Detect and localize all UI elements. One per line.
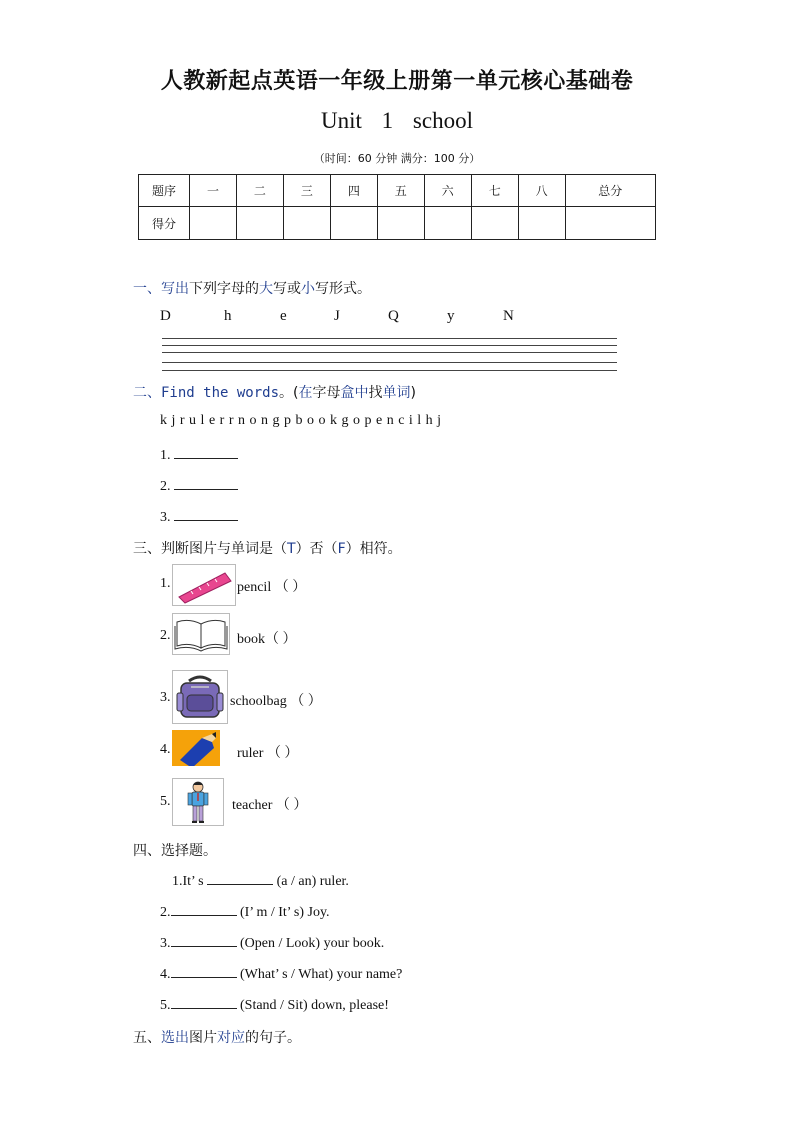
section2-text: 单词 [382, 385, 411, 401]
pencil-icon [172, 730, 220, 766]
word: ruler [237, 746, 264, 761]
section2-text: 找 [368, 385, 383, 401]
item-number: 3. [160, 510, 171, 525]
section5-text: 对应 [217, 1030, 245, 1046]
section1-heading [133, 278, 371, 298]
score-cell: 题序 [139, 175, 190, 207]
item-number: 3. [160, 690, 171, 705]
writing-line[interactable] [162, 352, 617, 353]
writing-line[interactable] [162, 345, 617, 346]
question-text: 5. [160, 998, 171, 1013]
score-table-header-row [139, 175, 656, 207]
answer-blank[interactable] [174, 446, 238, 459]
letter-list [160, 308, 514, 325]
word-label [237, 628, 297, 648]
section4-heading: 四、选择题。 [133, 843, 217, 859]
section3-num: 三、 [133, 541, 161, 557]
score-cell: 一 [190, 175, 237, 207]
score-input-cell[interactable] [236, 207, 283, 240]
page-title: 人教新起点英语一年级上册第一单元核心基础卷 [160, 69, 634, 94]
score-input-cell[interactable] [424, 207, 471, 240]
section5-text: 选出 [161, 1030, 189, 1046]
section2-text: 。( [279, 385, 299, 401]
ruler-image [172, 564, 236, 606]
section1-text: 写或 [273, 281, 301, 297]
score-cell: 八 [518, 175, 565, 207]
word-label [237, 742, 298, 762]
word: teacher [232, 798, 273, 813]
answer-paren[interactable]: （ ） [265, 632, 297, 647]
schoolbag-icon [173, 671, 227, 723]
score-cell: 二 [236, 175, 283, 207]
section1-text: 写 [161, 281, 175, 297]
question-text: 1.It’ s [172, 874, 208, 889]
score-cell: 三 [283, 175, 330, 207]
section2-heading-en: Find the words [161, 385, 280, 401]
question-text: 4. [160, 967, 171, 982]
item-number: 2. [160, 479, 171, 494]
section3-text: 判断图片与单词是（ [161, 541, 287, 557]
section2-text: 在 [298, 385, 313, 401]
section1-text: 下列字母的 [189, 281, 259, 297]
unit-subtitle: Unit 1 school [321, 108, 473, 133]
section5-text: 。 [287, 1030, 301, 1046]
letter: D [160, 308, 171, 324]
answer-paren[interactable]: （ ） [275, 798, 308, 813]
question-text: 3. [160, 936, 171, 951]
score-cell: 六 [424, 175, 471, 207]
answer-blank[interactable] [171, 996, 237, 1009]
question-item [160, 934, 384, 952]
question-text: 2. [160, 905, 171, 920]
list-item [160, 508, 238, 526]
answer-blank[interactable] [174, 477, 238, 490]
answer-paren[interactable]: （ ） [274, 580, 307, 595]
section3-heading [133, 538, 402, 558]
section5-num: 五、 [133, 1030, 161, 1046]
letter: h [224, 308, 232, 324]
section3-text: T [287, 541, 296, 557]
score-cell: 四 [330, 175, 377, 207]
question-text: (I’ m / It’ s) Joy. [236, 905, 330, 920]
schoolbag-image [172, 670, 228, 724]
answer-blank[interactable] [207, 872, 273, 885]
answer-paren[interactable]: （ ） [266, 746, 299, 761]
score-cell: 五 [377, 175, 424, 207]
score-input-cell[interactable] [330, 207, 377, 240]
section1-text: 小 [301, 281, 315, 297]
letter-string: k j r u l e r r n o n g p b o o k g o p e n c i l h j [160, 413, 442, 428]
letter: e [280, 308, 287, 324]
word-label [232, 794, 307, 814]
score-input-cell[interactable] [471, 207, 518, 240]
section2-text: 字母 [312, 385, 341, 401]
score-input-cell[interactable] [190, 207, 237, 240]
writing-line[interactable] [162, 338, 617, 339]
item-number: 2. [160, 628, 171, 643]
pencil-image [172, 730, 220, 766]
item-number: 1. [160, 448, 171, 463]
section1-text: 大 [259, 281, 273, 297]
question-text: (a / an) ruler. [273, 874, 349, 889]
book-image [172, 613, 230, 655]
word-label [237, 576, 306, 596]
answer-blank[interactable] [171, 965, 237, 978]
score-cell: 总分 [565, 175, 655, 207]
item-number: 5. [160, 794, 171, 809]
answer-blank[interactable] [174, 508, 238, 521]
answer-blank[interactable] [171, 903, 237, 916]
ruler-icon [173, 565, 235, 605]
score-input-cell[interactable] [377, 207, 424, 240]
word: schoolbag [230, 694, 287, 709]
book-icon [173, 614, 229, 654]
question-item [160, 996, 389, 1014]
section3-text: F [337, 541, 346, 557]
writing-line[interactable] [162, 362, 617, 363]
question-text: (Stand / Sit) down, please! [236, 998, 389, 1013]
score-table [138, 174, 656, 240]
score-row-label: 得分 [139, 207, 190, 240]
score-table-score-row [139, 207, 656, 240]
question-item [160, 903, 330, 921]
section2-heading [133, 382, 416, 402]
letter: N [503, 308, 514, 324]
section1-text: 写形式。 [315, 281, 371, 297]
teacher-image [172, 778, 224, 826]
teacher-icon [173, 779, 223, 825]
section2-text: 盒 [340, 385, 355, 401]
score-cell: 七 [471, 175, 518, 207]
question-text: (Open / Look) your book. [236, 936, 385, 951]
question-item [172, 872, 349, 890]
item-number: 4. [160, 742, 171, 757]
section3-text: ）相符。 [345, 541, 402, 557]
section3-text: ）否（ [295, 541, 338, 557]
section5-heading [133, 1027, 301, 1047]
section5-text: 图片 [189, 1030, 217, 1046]
list-item [160, 446, 238, 464]
section1-text: 出 [175, 281, 189, 297]
writing-line[interactable] [162, 370, 617, 371]
question-item [160, 965, 402, 983]
answer-paren[interactable]: （ ） [290, 694, 322, 709]
answer-blank[interactable] [171, 934, 237, 947]
letter: Q [388, 308, 399, 324]
section2-text: 中 [354, 385, 369, 401]
word: book [237, 632, 265, 647]
word-label [230, 690, 322, 710]
question-text: (What’ s / What) your name? [236, 967, 403, 982]
word: pencil [237, 580, 272, 595]
list-item [160, 477, 238, 495]
time-info: （时间：60 分钟 满分：100 分） [313, 152, 481, 165]
item-number: 1. [160, 576, 171, 591]
section2-text: ) [410, 385, 416, 401]
letter: y [447, 308, 455, 324]
section2-num: 二、 [133, 385, 161, 401]
section5-text: 的句子 [245, 1030, 287, 1046]
section1-num: 一、 [133, 281, 161, 297]
score-input-cell[interactable] [518, 207, 565, 240]
score-input-cell[interactable] [283, 207, 330, 240]
letter: J [334, 308, 340, 324]
score-input-cell[interactable] [565, 207, 655, 240]
